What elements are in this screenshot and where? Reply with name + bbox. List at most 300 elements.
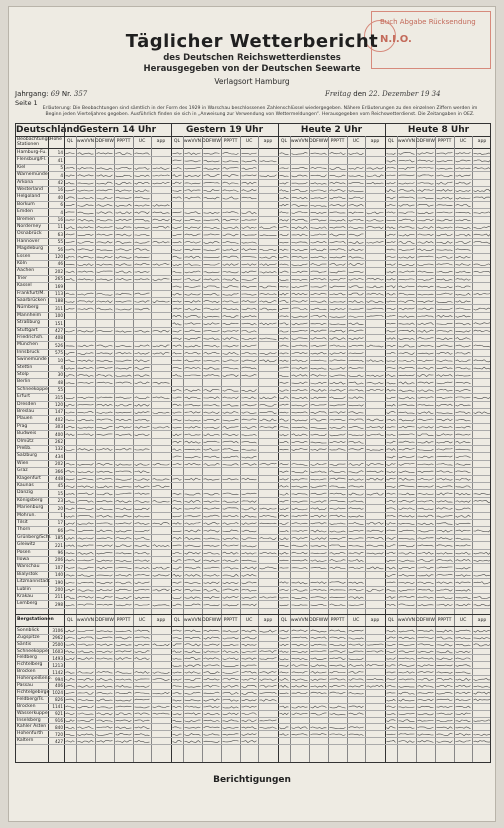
- handwritten-value: [330, 651, 346, 653]
- handwritten-value: [242, 501, 257, 503]
- handwritten-value: [456, 471, 471, 473]
- station-name: Marienburg: [17, 505, 44, 511]
- handwritten-value: [280, 153, 289, 155]
- handwritten-value: [97, 168, 113, 170]
- handwritten-value: [242, 367, 257, 369]
- mountain-col-header: UC: [245, 617, 253, 623]
- handwritten-value: [78, 412, 94, 413]
- handwritten-value: [280, 197, 289, 199]
- handwritten-value: [418, 279, 434, 281]
- handwritten-value: [204, 419, 220, 421]
- handwritten-value: [78, 183, 94, 184]
- handwritten-value: [260, 272, 277, 274]
- handwritten-value: [242, 234, 257, 236]
- handwritten-value: [135, 397, 150, 399]
- handwritten-value: [280, 637, 289, 639]
- handwritten-value: [418, 427, 434, 429]
- handwritten-value: [330, 256, 346, 258]
- handwritten-value: [66, 463, 75, 465]
- handwritten-value: [367, 552, 384, 554]
- handwritten-value: [292, 630, 308, 632]
- handwritten-value: [116, 227, 132, 229]
- handwritten-value: [185, 441, 201, 443]
- handwritten-value: [349, 345, 364, 346]
- station-height: 120: [55, 402, 63, 407]
- handwritten-value: [437, 523, 453, 525]
- handwritten-value: [399, 301, 415, 303]
- handwritten-value: [185, 345, 201, 347]
- station-name: Olmütz: [17, 438, 34, 444]
- handwritten-value: [97, 582, 113, 584]
- handwritten-value: [260, 567, 277, 569]
- handwritten-value: [418, 419, 434, 421]
- handwritten-value: [387, 678, 396, 680]
- handwritten-value: [97, 345, 113, 347]
- handwritten-value: [349, 644, 364, 646]
- handwritten-value: [311, 449, 327, 451]
- handwritten-value: [97, 552, 113, 554]
- handwritten-value: [330, 597, 346, 598]
- handwritten-value: [437, 693, 453, 695]
- handwritten-value: [204, 665, 220, 666]
- handwritten-value: [311, 264, 327, 266]
- station-name: Klagenfurt: [17, 475, 41, 481]
- handwritten-value: [292, 153, 308, 155]
- handwritten-value: [437, 389, 453, 391]
- handwritten-value: [474, 345, 491, 347]
- station-name: Westerland: [17, 187, 43, 192]
- handwritten-value: [242, 227, 257, 229]
- handwritten-value: [456, 568, 471, 569]
- handwritten-value: [280, 271, 289, 273]
- handwritten-value: [330, 412, 346, 414]
- handwritten-value: [292, 182, 308, 184]
- handwritten-value: [66, 293, 75, 294]
- station-height: 402: [55, 416, 63, 422]
- handwritten-value: [173, 219, 182, 221]
- handwritten-value: [116, 597, 132, 599]
- handwritten-value: [116, 397, 132, 399]
- handwritten-value: [387, 190, 396, 192]
- handwritten-value: [173, 552, 182, 553]
- handwritten-value: [399, 323, 415, 325]
- handwritten-value: [204, 449, 220, 451]
- handwritten-value: [437, 160, 453, 162]
- handwritten-value: [242, 658, 257, 660]
- handwritten-value: [242, 294, 257, 295]
- handwritten-value: [185, 323, 201, 325]
- handwritten-value: [437, 212, 453, 213]
- handwritten-value: [367, 665, 384, 666]
- station-name: Gleiwitz: [17, 542, 36, 548]
- handwritten-value: [223, 456, 239, 458]
- handwritten-value: [78, 734, 94, 736]
- handwritten-value: [78, 175, 94, 177]
- handwritten-value: [204, 367, 220, 369]
- handwritten-value: [97, 153, 113, 154]
- handwritten-value: [418, 338, 434, 340]
- handwritten-value: [399, 637, 415, 639]
- handwritten-value: [367, 286, 384, 288]
- handwritten-value: [204, 589, 220, 591]
- handwritten-value: [223, 538, 239, 540]
- handwritten-value: [292, 658, 308, 659]
- handwritten-value: [399, 463, 415, 465]
- handwritten-value: [474, 699, 491, 701]
- den-label: den: [353, 90, 367, 98]
- mountain-station-height: 1603: [52, 648, 63, 654]
- handwritten-value: [349, 501, 364, 503]
- handwritten-value: [204, 658, 220, 660]
- handwritten-value: [78, 271, 94, 272]
- page-title: Täglicher Wetterbericht: [125, 31, 379, 52]
- handwritten-value: [280, 190, 289, 192]
- handwritten-value: [292, 234, 308, 236]
- handwritten-value: [330, 685, 346, 687]
- handwritten-value: [116, 720, 132, 722]
- handwritten-value: [399, 651, 415, 653]
- handwritten-value: [437, 382, 453, 384]
- handwritten-value: [66, 597, 75, 599]
- handwritten-value: [204, 567, 220, 568]
- handwritten-value: [135, 271, 150, 273]
- handwritten-value: [418, 545, 434, 547]
- handwritten-value: [330, 441, 346, 442]
- handwritten-value: [456, 293, 471, 295]
- observation-table: [15, 123, 491, 763]
- block-col-header: DDFWW: [95, 139, 114, 144]
- handwritten-value: [260, 419, 277, 421]
- station-height: 20: [57, 505, 63, 511]
- handwritten-value: [135, 404, 150, 406]
- handwritten-value: [456, 713, 471, 715]
- handwritten-value: [223, 720, 239, 722]
- handwritten-value: [242, 412, 257, 414]
- station-name: Danzig: [17, 490, 33, 496]
- handwritten-value: [97, 301, 113, 303]
- handwritten-value: [153, 464, 170, 465]
- handwritten-value: [78, 508, 94, 510]
- handwritten-value: [173, 153, 182, 154]
- handwritten-value: [223, 478, 239, 480]
- handwritten-value: [116, 523, 132, 525]
- handwritten-value: [437, 345, 453, 347]
- handwritten-value: [456, 249, 471, 251]
- handwritten-value: [78, 256, 94, 258]
- station-name: Litzmannstadt: [17, 579, 50, 585]
- station-height: 526: [55, 342, 63, 348]
- handwritten-value: [456, 323, 471, 325]
- mountain-station-height: 3106: [52, 628, 63, 634]
- handwritten-value: [242, 353, 257, 355]
- station-name: Hamburg-Fu.: [17, 150, 47, 155]
- handwritten-value: [242, 651, 257, 653]
- handwritten-value: [311, 330, 327, 332]
- station-name: Königsberg: [17, 497, 43, 503]
- handwritten-value: [78, 279, 94, 280]
- handwritten-value: [280, 212, 289, 213]
- handwritten-value: [399, 699, 415, 701]
- handwritten-value: [97, 375, 113, 377]
- handwritten-value: [242, 546, 257, 547]
- handwritten-value: [399, 523, 415, 524]
- handwritten-value: [223, 740, 239, 742]
- handwritten-value: [387, 456, 396, 458]
- handwritten-value: [437, 338, 453, 340]
- handwritten-value: [456, 692, 471, 694]
- handwritten-value: [456, 160, 471, 162]
- station-height: 66: [57, 527, 63, 533]
- handwritten-value: [116, 644, 132, 645]
- handwritten-value: [437, 153, 453, 155]
- handwritten-value: [223, 264, 239, 266]
- handwritten-value: [242, 220, 257, 221]
- handwritten-value: [97, 658, 113, 659]
- handwritten-value: [78, 538, 94, 540]
- handwritten-value: [153, 168, 170, 170]
- block-col-header: app: [370, 139, 380, 144]
- handwritten-value: [173, 242, 182, 243]
- handwritten-value: [399, 560, 415, 562]
- handwritten-value: [330, 637, 346, 639]
- handwritten-value: [66, 479, 75, 480]
- handwritten-value: [97, 678, 113, 680]
- corrections-heading: Berichtigungen: [213, 775, 291, 785]
- mountain-station-name: Fichtelberg: [17, 662, 43, 668]
- handwritten-value: [311, 560, 327, 562]
- handwritten-value: [387, 574, 396, 576]
- handwritten-value: [223, 286, 239, 288]
- handwritten-value: [78, 706, 94, 708]
- handwritten-value: [185, 449, 201, 450]
- mountain-station-name: Hohenpeißenb.: [17, 676, 52, 682]
- handwritten-value: [280, 706, 289, 708]
- handwritten-value: [387, 631, 396, 632]
- handwritten-value: [387, 637, 396, 638]
- handwritten-value: [223, 665, 239, 666]
- handwritten-value: [135, 197, 150, 199]
- handwritten-value: [399, 727, 415, 728]
- handwritten-value: [78, 523, 94, 525]
- handwritten-value: [97, 426, 113, 428]
- station-height: 120: [55, 254, 63, 259]
- handwritten-value: [260, 427, 277, 429]
- station-height: 4: [60, 365, 63, 370]
- handwritten-value: [418, 560, 434, 562]
- handwritten-value: [173, 597, 182, 599]
- handwritten-value: [311, 658, 327, 660]
- handwritten-value: [185, 190, 201, 192]
- mountain-station-name: Hohenfurth: [17, 731, 44, 737]
- handwritten-value: [330, 271, 346, 273]
- handwritten-value: [97, 412, 113, 413]
- handwritten-value: [330, 582, 346, 584]
- handwritten-value: [78, 597, 94, 599]
- handwritten-value: [474, 493, 491, 494]
- handwritten-value: [387, 604, 396, 606]
- handwritten-value: [153, 500, 170, 502]
- handwritten-value: [97, 707, 113, 708]
- handwritten-value: [367, 530, 384, 532]
- handwritten-value: [292, 316, 308, 318]
- handwritten-value: [292, 463, 308, 465]
- handwritten-value: [204, 456, 220, 458]
- handwritten-value: [456, 227, 471, 229]
- station-height: 575: [55, 350, 63, 356]
- block-col-header: DDFWW: [416, 139, 435, 144]
- mountain-station-name: Wasserkuppe: [17, 710, 48, 716]
- station-name: Grünberg/Schl.: [17, 534, 52, 540]
- handwritten-value: [223, 227, 239, 229]
- handwritten-value: [173, 160, 182, 161]
- handwritten-value: [399, 604, 415, 606]
- handwritten-value: [204, 397, 220, 399]
- explanation-text: Erläuterung: Die Beobachtungen sind sämtlich in der Form des 1929 in Warschau beschlossenen Zahlenschlüssel wiedergegeben. Nähere Erläuterungen zu den einzelnen Ziffern werden im Beginn jeden Vierteljahres gegeben. Ausführlich finden sie sich in „Anweisung zur Verwendung von Wettermeldungen“. Herausgegeben vom Reichswetterdienst. Die Zeitangaben in OEZ.: [42, 106, 478, 117]
- handwritten-value: [399, 574, 415, 576]
- handwritten-value: [204, 213, 220, 214]
- block-col-header: PPPTT: [116, 139, 131, 144]
- handwritten-value: [204, 294, 220, 296]
- handwritten-value: [418, 589, 434, 591]
- handwritten-value: [330, 249, 346, 251]
- handwritten-value: [280, 659, 289, 660]
- handwritten-value: [387, 740, 396, 742]
- handwritten-value: [456, 720, 471, 722]
- handwritten-value: [66, 183, 75, 185]
- handwritten-value: [292, 637, 308, 639]
- handwritten-value: [387, 552, 396, 553]
- handwritten-value: [260, 264, 277, 266]
- handwritten-value: [387, 419, 396, 420]
- handwritten-value: [173, 714, 182, 715]
- handwritten-value: [399, 219, 415, 221]
- handwritten-value: [185, 530, 201, 532]
- handwritten-value: [78, 212, 94, 214]
- handwritten-value: [437, 426, 453, 427]
- handwritten-value: [456, 264, 471, 266]
- handwritten-value: [97, 249, 113, 250]
- handwritten-value: [456, 597, 471, 599]
- handwritten-value: [280, 376, 289, 377]
- handwritten-value: [367, 449, 384, 450]
- handwritten-value: [437, 397, 453, 399]
- handwritten-value: [260, 353, 277, 355]
- handwritten-value: [173, 720, 182, 722]
- handwritten-value: [456, 353, 471, 355]
- handwritten-value: [311, 412, 327, 414]
- handwritten-value: [223, 658, 239, 660]
- handwritten-value: [185, 552, 201, 554]
- station-name: Wien: [17, 460, 29, 466]
- handwritten-value: [311, 190, 327, 191]
- handwritten-value: [349, 486, 364, 487]
- handwritten-value: [330, 630, 346, 632]
- handwritten-value: [185, 644, 201, 646]
- mountain-col-header: QL: [280, 617, 288, 623]
- handwritten-value: [387, 197, 396, 199]
- handwritten-value: [280, 644, 289, 646]
- handwritten-value: [173, 190, 182, 191]
- handwritten-value: [204, 345, 220, 347]
- handwritten-value: [367, 644, 384, 645]
- handwritten-value: [349, 449, 364, 450]
- handwritten-value: [456, 316, 471, 318]
- handwritten-value: [387, 286, 396, 288]
- handwritten-value: [173, 420, 182, 421]
- handwritten-value: [116, 368, 132, 370]
- handwritten-value: [260, 692, 277, 694]
- handwritten-value: [260, 720, 277, 721]
- handwritten-value: [418, 390, 434, 392]
- handwritten-value: [223, 249, 239, 251]
- handwritten-value: [66, 713, 75, 715]
- handwritten-value: [311, 242, 327, 244]
- handwritten-value: [153, 713, 170, 714]
- handwritten-value: [474, 741, 491, 743]
- handwritten-value: [387, 427, 396, 428]
- handwritten-value: [437, 508, 453, 510]
- handwritten-value: [437, 672, 453, 674]
- handwritten-value: [260, 235, 277, 236]
- handwritten-value: [173, 264, 182, 265]
- handwritten-value: [260, 301, 277, 303]
- handwritten-value: [153, 182, 170, 184]
- handwritten-value: [260, 597, 277, 598]
- handwritten-value: [78, 190, 94, 191]
- handwritten-value: [223, 441, 239, 443]
- handwritten-value: [153, 679, 170, 681]
- mountain-station-height: 720: [55, 731, 63, 737]
- mountain-col-header: app: [477, 617, 487, 623]
- handwritten-value: [349, 397, 364, 399]
- handwritten-value: [292, 605, 308, 606]
- handwritten-value: [418, 227, 434, 229]
- handwritten-value: [418, 212, 434, 214]
- handwritten-value: [399, 567, 415, 569]
- handwritten-value: [135, 464, 150, 466]
- handwritten-value: [292, 338, 308, 340]
- handwritten-value: [185, 567, 201, 569]
- handwritten-value: [367, 523, 384, 525]
- handwritten-value: [387, 515, 396, 516]
- mountain-col-header: app: [263, 617, 273, 623]
- station-col-header: Beobachtungs-Stationen: [17, 137, 52, 147]
- handwritten-value: [116, 531, 132, 532]
- handwritten-value: [399, 493, 415, 495]
- handwritten-value: [437, 658, 453, 660]
- handwritten-value: [242, 153, 257, 154]
- handwritten-value: [97, 493, 113, 495]
- handwritten-value: [437, 685, 453, 687]
- station-name: Tilsit: [17, 520, 28, 525]
- handwritten-value: [78, 478, 94, 480]
- handwritten-value: [173, 523, 182, 525]
- handwritten-value: [367, 471, 384, 473]
- mountain-station-name: Passau: [17, 683, 33, 688]
- handwritten-value: [399, 345, 415, 347]
- handwritten-value: [399, 264, 415, 266]
- handwritten-value: [280, 264, 289, 265]
- handwritten-value: [330, 330, 346, 332]
- handwritten-value: [116, 426, 132, 428]
- handwritten-value: [292, 382, 308, 384]
- handwritten-value: [387, 383, 396, 384]
- handwritten-value: [153, 397, 170, 399]
- handwritten-value: [399, 471, 415, 473]
- handwritten-value: [437, 567, 453, 568]
- handwritten-value: [330, 644, 346, 646]
- handwritten-value: [349, 212, 364, 214]
